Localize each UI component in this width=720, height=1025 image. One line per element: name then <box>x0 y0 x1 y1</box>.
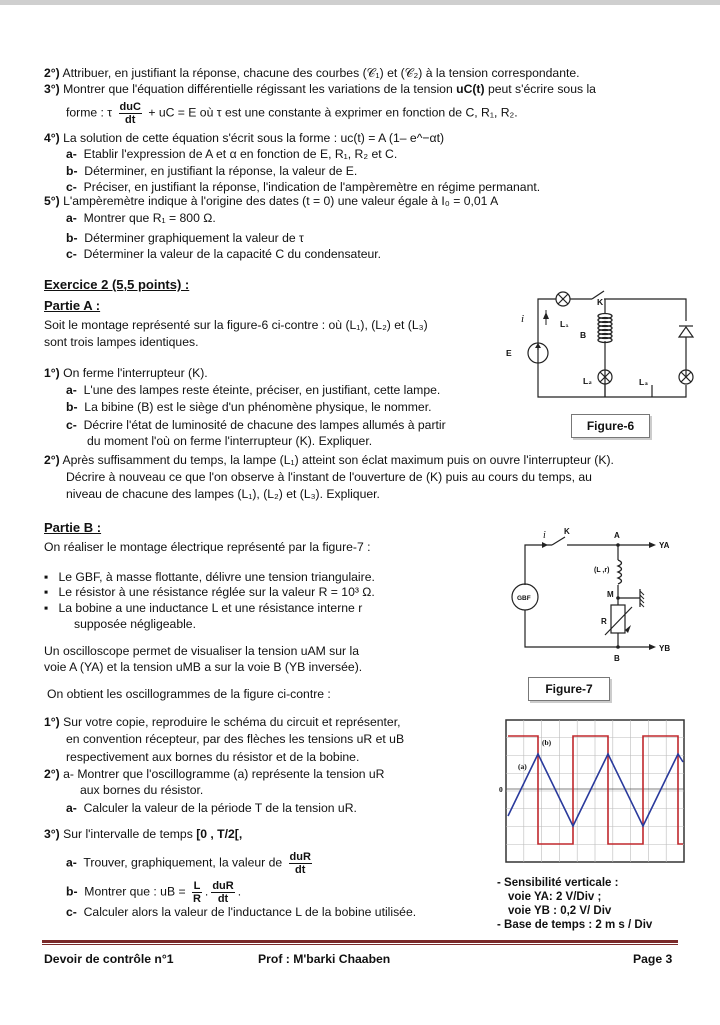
partB-q1-line3: respectivement aux bornes du résistor et de la bobine. <box>66 750 360 764</box>
partB-q3c: c- Calculer alors la valeur de l'inductance L de la bobine utilisée. <box>66 905 417 919</box>
partB-title: Partie B : <box>44 520 102 535</box>
partB-q2-line2: aux bornes du résistor. <box>80 783 204 797</box>
scope-label-zero: 0 <box>499 785 503 794</box>
label-e: E <box>506 348 512 358</box>
osc-line-1: Un oscilloscope permet de visualiser la tension uAM sur la <box>44 644 359 658</box>
osc-line-2: voie A (YA) et la tension uMB a sur la voie B (YB inversée). <box>44 660 363 674</box>
footer-rule-thick <box>42 940 678 943</box>
partA-q2-line3: niveau de chacune des lampes (L₁), (L₂) et (L₃). Expliquer. <box>66 487 380 501</box>
q4-line: 4°) La solution de cette équation s'écrit sous la forme : uc(t) = A (1– e^−αt) <box>44 131 445 145</box>
resistor-r <box>611 605 625 633</box>
partB-q3b: b- Montrer que : uB = $\frac{L}{R}$ . $\frac{\text{duR}}{dt}$ . <box>66 880 242 905</box>
partA-q1b: b- La bibine (B) est le siège d'un phénomène physique, le nommer. <box>66 400 432 414</box>
partA-intro-2: sont trois lampes identiques. <box>44 335 199 349</box>
duc-dt-fraction: $\frac{\text{duC}}{dt}$ <box>119 101 141 126</box>
label-gbf: GBF <box>517 595 531 602</box>
label-i: i <box>521 313 525 325</box>
partB-q1-line2: en convention récepteur, par des flèches les tensions uR et uB <box>66 732 405 746</box>
q4b-line: b- Déterminer, en justifiant la réponse, la valeur de E. <box>66 164 358 178</box>
label-k: K <box>597 297 604 307</box>
footer-center: Prof : M'barki Chaaben <box>258 952 391 966</box>
figure6-circuit <box>500 285 715 405</box>
partB-q3: 3°) Sur l'intervalle de temps [0 , T/2[, <box>44 827 243 841</box>
label-ya: YA <box>659 541 670 550</box>
partA-q2-line2: Décrire à nouveau ce que l'on observe à l'instant de l'ouverture de (K) puis au cours du temps, au <box>66 470 592 484</box>
label-k7: K <box>564 527 570 536</box>
q5b-line: b- Déterminer graphiquement la valeur de τ <box>66 231 304 245</box>
partB-q2: 2°) a- Montrer que l'oscillogramme (a) représente la tension uR <box>44 767 385 781</box>
scope-label-a: (a) <box>518 762 527 771</box>
figure7-circuit <box>510 525 710 665</box>
footer-left: Devoir de contrôle n°1 <box>44 952 174 966</box>
sensitivity-line-2: voie YA: 2 V/Div ; <box>508 891 602 903</box>
diode-symbol <box>679 326 693 365</box>
bullet-1: ▪ Le GBF, à masse flottante, délivre une tension triangulaire. <box>44 570 375 584</box>
sensitivity-line-4: - Base de temps : 2 m s / Div <box>497 919 653 931</box>
label-b7: B <box>614 654 620 663</box>
q5-line: 5°) L'ampèremètre indique à l'origine des dates (t = 0) une valeur égale à I₀ = 0,01 A <box>44 194 499 208</box>
oscillogram <box>498 716 688 866</box>
partA-q1: 1°) On ferme l'interrupteur (K). <box>44 366 208 380</box>
scope-label-b: (b) <box>542 738 552 747</box>
q5c-line: c- Déterminer la valeur de la capacité C du condensateur. <box>66 247 382 261</box>
label-m: M <box>607 590 614 599</box>
figure6-label: Figure-6 <box>571 414 650 438</box>
wire-left-top <box>538 299 556 350</box>
bullet-3: ▪ La bobine a une inductance L et une résistance interne r <box>44 601 363 615</box>
dur-dt-fraction-2: $\frac{\text{duR}}{dt}$ <box>212 880 234 905</box>
partA-q2: 2°) Après suffisamment du temps, la lampe (L₁) atteint son éclat maximum puis on ouvre l'interrupteur (K). <box>44 453 614 467</box>
q5a-line: a- Montrer que R₁ = 800 Ω. <box>66 211 216 225</box>
partB-q1: 1°) Sur votre copie, reproduire le schéma du circuit et représenter, <box>44 715 401 729</box>
q3-formula-line: forme : τ $\frac{\text{duC}}{dt}$ + uC = E où τ est une constante à exprimer en fonction de C, R₁, R₂. <box>66 101 518 126</box>
partA-q1c-cont: du moment l'où on ferme l'interrupteur (K). Expliquer. <box>87 434 373 448</box>
partB-q2a: a- Calculer la valeur de la période T de la tension uR. <box>66 801 357 815</box>
label-i7: i <box>543 530 546 541</box>
partA-intro-1: Soit le montage représenté sur la figure-6 ci-contre : où (L₁), (L₂) et (L₃) <box>44 318 428 332</box>
bullet-2: ▪ Le résistor à une résistance réglée sur la valeur R = 10³ Ω. <box>44 585 375 599</box>
partA-q1a: a- L'une des lampes reste éteinte, préciser, en justifiant, cette lampe. <box>66 383 441 397</box>
top-border <box>0 0 720 5</box>
q3-line: 3°) Montrer que l'équation différentielle régissant les variations de la tension uC(t) peut s'écrire sous la <box>44 82 596 96</box>
label-a: A <box>614 531 620 540</box>
partA-q1c: c- Décrire l'état de luminosité de chacune des lampes allumés à partir <box>66 418 446 432</box>
coil-l-r <box>618 560 622 584</box>
label-yb: YB <box>659 644 671 653</box>
sensitivity-line-1: - Sensibilité verticale : <box>497 877 619 889</box>
label-l1: L₁ <box>560 319 569 329</box>
osc-line-3: On obtient les oscillogrammes de la figure ci-contre : <box>47 687 331 701</box>
label-lr: (L ,r) <box>594 567 610 574</box>
exercise2-title: Exercice 2 (5,5 points) : <box>44 277 190 292</box>
q4a-line: a- Etablir l'expression de A et α en fonction de E, R₁, R₂ et C. <box>66 147 398 161</box>
q4c-line: c- Préciser, en justifiant la réponse, l'indication de l'ampèremètre en régime permanant. <box>66 180 541 194</box>
footer-right: Page 3 <box>633 952 673 966</box>
l-over-r-fraction: $\frac{L}{R}$ <box>192 880 201 905</box>
footer-rule-thin <box>42 944 678 945</box>
bullet-3-cont: supposée négligeable. <box>74 617 196 631</box>
figure7-label: Figure-7 <box>528 677 610 701</box>
label-b: B <box>580 330 587 340</box>
partB-intro: On réaliser le montage électrique représenté par la figure-7 : <box>44 540 371 554</box>
partB-q3a: a- Trouver, graphiquement, la valeur de $\frac{\text{duR}}{dt}$ <box>66 851 311 876</box>
switch-k <box>552 537 565 545</box>
q2-line: 2°) Attribuer, en justifiant la réponse, chacune des courbes (𝒞₁) et (𝒞₂) à la tension correspondante. <box>44 66 580 80</box>
sensitivity-line-3: voie YB : 0,2 V/ Div <box>508 905 612 917</box>
dur-dt-fraction: $\frac{\text{duR}}{dt}$ <box>289 851 311 876</box>
label-l2: L₂ <box>583 376 592 386</box>
label-r: R <box>601 617 607 626</box>
label-l3: L₃ <box>639 377 649 387</box>
partA-title: Partie A : <box>44 298 101 313</box>
coil-b <box>598 314 612 343</box>
